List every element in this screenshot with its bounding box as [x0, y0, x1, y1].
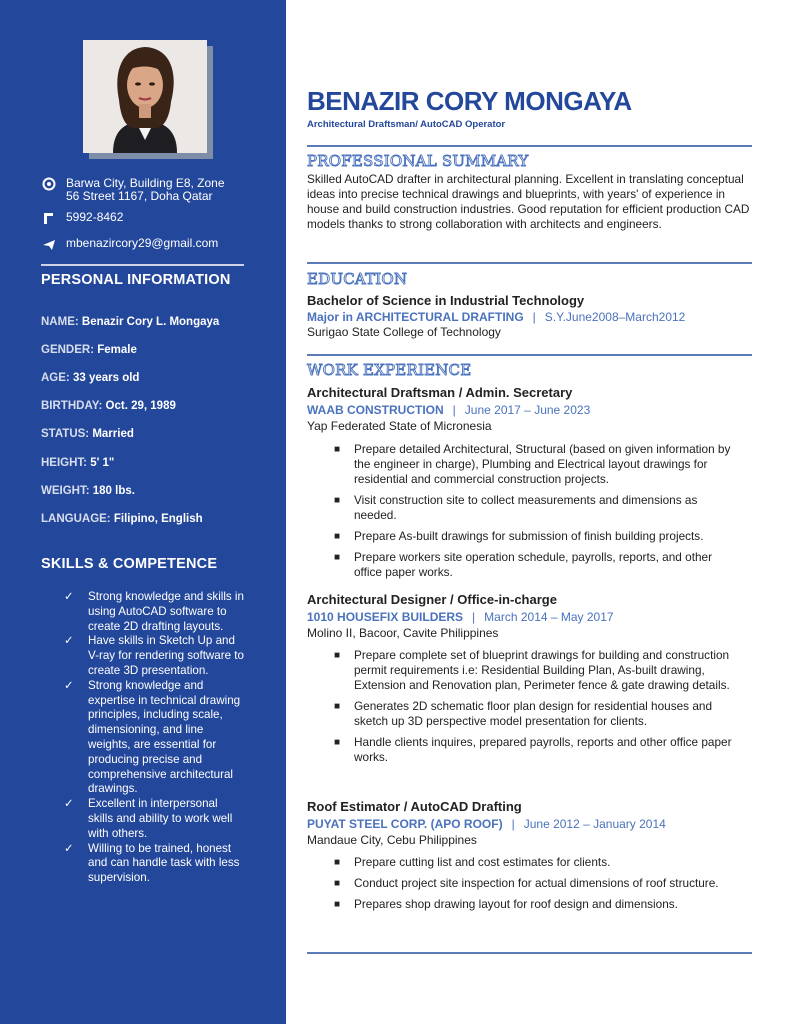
- job-location: Molino II, Bacoor, Cavite Philippines: [307, 626, 499, 640]
- duty-item: ■ Visit construction site to collect measurements and dimensions as needed.: [334, 493, 698, 522]
- section-divider: [307, 262, 752, 264]
- portrait-image: [83, 40, 207, 153]
- job-duties: [334, 442, 734, 580]
- duty-item: ■ Handle clients inquires, prepared payrolls, reports and other office paper works.: [334, 735, 732, 764]
- contact-phone: [42, 211, 252, 225]
- phone-icon: [42, 211, 56, 225]
- personal-birthday: BIRTHDAY: Oct. 29, 1989: [41, 400, 176, 412]
- send-mail-icon: [42, 237, 56, 251]
- skills-list: [64, 590, 244, 886]
- school-name: Surigao State College of Technology: [307, 325, 501, 339]
- duty-item: ■ Conduct project site inspection for actual dimensions of roof structure.: [334, 876, 719, 890]
- check-icon: ✓: [64, 590, 74, 603]
- bullet-icon: ■: [334, 857, 341, 868]
- contact-address: [42, 177, 252, 205]
- personal-language: LANGUAGE: Filipino, English: [41, 513, 203, 525]
- job-company-line: WAAB CONSTRUCTION | June 2017 – June 2023: [307, 403, 591, 417]
- skill-item: ✓ Have skills in Sketch Up and V-ray for rendering software to create 3D presentation.: [64, 634, 244, 677]
- job-title: Architectural Draftsman / Admin. Secretary: [307, 385, 573, 400]
- duty-item: ■ Prepares shop drawing layout for roof design and dimensions.: [334, 897, 678, 911]
- sidebar-divider: [41, 264, 244, 266]
- degree-title: Bachelor of Science in Industrial Technology: [307, 293, 585, 308]
- duty-item: ■ Prepare cutting list and cost estimates for clients.: [334, 855, 611, 869]
- bullet-icon: ■: [334, 650, 341, 661]
- job-title: Architectural Designer / Office-in-charge: [307, 592, 557, 607]
- skills-heading: SKILLS & COMPETENCE: [41, 556, 218, 572]
- skill-item: ✓ Strong knowledge and expertise in technical drawing principles, including scale, dimensioning, and line weights, are essential for producing precise and comprehensive architectural drawings.: [64, 678, 241, 796]
- bullet-icon: ■: [334, 899, 341, 910]
- address-line-1: Barwa City, Building E8, Zone: [66, 176, 225, 190]
- address-line-2: 56 Street 1167, Doha Qatar: [66, 189, 213, 203]
- duty-item: ■ Prepare detailed Architectural, Structural (based on given information by the engineer in charge), Plumbing and Electrical layout drawings for residential and commercial construction projects.: [334, 442, 731, 486]
- skill-item: ✓ Strong knowledge and skills in using AutoCAD software to create 2D drafting layouts.: [64, 590, 244, 633]
- bullet-icon: ■: [334, 495, 341, 506]
- profile-photo: [83, 40, 207, 153]
- summary-text: Skilled AutoCAD drafter in architectural planning. Excellent in translating conceptual ideas into precise technical drawings and blueprints, with years' of experience in house and build construction industries. Good reputation for efficient production CAD models thanks to strong collaboration with architects and engineers.: [307, 172, 750, 231]
- duty-item: ■ Prepare complete set of blueprint drawings for building and construction permit requirements i.e: Residential Building Plan, As-built drawing, Extension and Renovation plan, Perimeter fence & gate drawing details.: [334, 648, 730, 692]
- personal-age: AGE: 33 years old: [41, 372, 140, 384]
- personal-name: NAME: Benazir Cory L. Mongaya: [41, 316, 220, 328]
- personal-status: STATUS: Married: [41, 428, 134, 440]
- check-icon: ✓: [64, 634, 74, 648]
- section-divider: [307, 354, 752, 356]
- job-title: Roof Estimator / AutoCAD Drafting: [307, 799, 522, 814]
- skill-item: ✓ Willing to be trained, honest and can handle task with less supervision.: [64, 841, 240, 885]
- education-heading: EDUCATION: [307, 270, 408, 288]
- bullet-icon: ■: [334, 701, 341, 712]
- address-text: [66, 177, 256, 203]
- personal-weight: WEIGHT: 180 lbs.: [41, 485, 135, 497]
- job-company-line: 1010 HOUSEFIX BUILDERS | March 2014 – May 2017: [307, 610, 614, 624]
- education-major-line: Major in ARCHITECTURAL DRAFTING | S.Y.June2008–March2012: [307, 310, 686, 324]
- bullet-icon: ■: [334, 531, 341, 542]
- job-period: March 2014 – May 2017: [484, 610, 614, 624]
- job-company: 1010 HOUSEFIX BUILDERS: [307, 610, 464, 624]
- candidate-title: Architectural Draftsman/ AutoCAD Operator: [307, 119, 506, 130]
- check-icon: ✓: [64, 797, 74, 811]
- job-company-line: PUYAT STEEL CORP. (APO ROOF) | June 2012 – January 2014: [307, 817, 666, 831]
- job-location: Yap Federated State of Micronesia: [307, 419, 492, 433]
- section-divider: [307, 952, 752, 954]
- bullet-icon: ■: [334, 444, 341, 455]
- work-heading: WORK EXPERIENCE: [307, 361, 472, 379]
- skill-item: ✓ Excellent in interpersonal skills and ability to work well with others.: [64, 797, 233, 840]
- section-divider: [307, 145, 752, 147]
- summary-heading: PROFESSIONAL SUMMARY: [307, 152, 529, 170]
- email-address: mbenazircory29@gmail.com: [66, 236, 219, 250]
- job-period: June 2012 – January 2014: [523, 817, 666, 831]
- job-duties: [334, 855, 734, 912]
- job-company: WAAB CONSTRUCTION: [307, 403, 444, 417]
- bullet-icon: ■: [334, 737, 341, 748]
- candidate-name: BENAZIR CORY MONGAYA: [307, 86, 632, 116]
- duty-item: ■ Generates 2D schematic floor plan design for residential houses and sketch up 3D perspective model presentation for clients.: [334, 699, 713, 728]
- duty-item: ■ Prepare As-built drawings for submission of finish building projects.: [334, 529, 704, 543]
- bullet-icon: ■: [334, 552, 341, 563]
- duty-item: ■ Prepare workers site operation schedule, payrolls, reports, and other office paper works.: [334, 550, 713, 579]
- check-icon: ✓: [64, 678, 74, 692]
- bullet-icon: ■: [334, 878, 341, 889]
- location-pin-icon: [42, 177, 56, 191]
- job-duties: [334, 648, 734, 765]
- job-period: June 2017 – June 2023: [464, 403, 591, 417]
- sidebar: [0, 0, 286, 1024]
- education-period: S.Y.June2008–March2012: [544, 310, 686, 324]
- personal-height: HEIGHT: 5' 1": [41, 457, 115, 469]
- personal-info-heading: PERSONAL INFORMATION: [41, 272, 231, 288]
- personal-gender: GENDER: Female: [41, 344, 137, 356]
- job-location: Mandaue City, Cebu Philippines: [307, 833, 477, 847]
- phone-number: 5992-8462: [66, 210, 124, 224]
- job-company: PUYAT STEEL CORP. (APO ROOF): [307, 817, 503, 831]
- education-major: Major in ARCHITECTURAL DRAFTING: [307, 310, 524, 324]
- check-icon: ✓: [64, 841, 74, 855]
- contact-email: [42, 237, 252, 251]
